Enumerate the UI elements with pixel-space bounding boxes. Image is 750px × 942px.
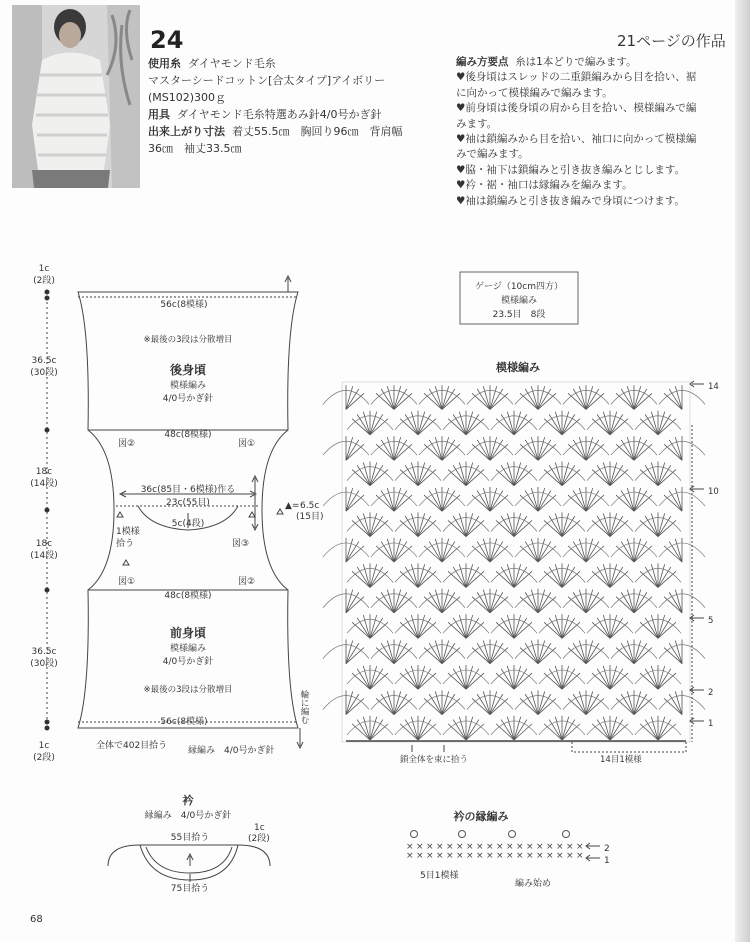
pattern-number: 24 xyxy=(150,26,184,54)
collar-1c: 1c xyxy=(254,823,265,833)
edge-stitch-mark: × xyxy=(566,842,574,852)
dim-18-top: 18c xyxy=(35,467,53,477)
instruction-line: ♥前身頃は後身頃の肩から目を拾い、模様編みで編 xyxy=(456,102,697,115)
edge-stitch-mark: × xyxy=(526,842,534,852)
yarn-label: 使用糸 xyxy=(148,57,181,70)
row-10: 10 xyxy=(708,487,719,497)
dim-365-bot: 36.5c xyxy=(31,647,57,657)
collar-2: (2段) xyxy=(248,834,270,844)
edge-stitch-mark: × xyxy=(476,842,484,852)
edge-stitch-mark: × xyxy=(536,851,544,861)
collar-top: 55目拾う xyxy=(170,833,210,843)
size-value-2: 36㎝ 袖丈33.5㎝ xyxy=(148,142,242,155)
tools-label: 用具 xyxy=(148,108,170,121)
fig3-label: 図③ xyxy=(232,539,250,549)
collar-edge-title: 衿の縁編み xyxy=(453,810,509,823)
edge-stitch-mark: × xyxy=(546,851,554,861)
edge-stitch-mark: × xyxy=(546,842,554,852)
width-bottom: 56c(8模様) xyxy=(160,717,208,727)
edge-stitch-mark: × xyxy=(436,842,444,852)
shoulder-drop-rows: (15目) xyxy=(296,512,324,522)
tools-value: ダイヤモンド毛糸特選あみ針4/0号かぎ針 xyxy=(177,108,382,121)
gauge-pattern: 模様編み xyxy=(500,296,538,306)
dim-1c-top: 1c xyxy=(38,264,50,274)
yarn-brand: ダイヤモンド毛糸 xyxy=(188,57,276,70)
dim-14-top: (14段) xyxy=(30,479,58,489)
reference-page: 21ページの作品 xyxy=(617,32,726,50)
collar-outline xyxy=(108,845,270,882)
front-pattern: 模様編み xyxy=(169,644,207,654)
front-hook: 4/0号かぎ針 xyxy=(162,657,214,667)
neck-depth: 5c(4段) xyxy=(171,519,205,529)
triangle-marker: ▲= xyxy=(285,501,300,511)
edge-stitch-mark: × xyxy=(516,842,524,852)
back-title: 後身頃 xyxy=(169,363,207,377)
edge-stitch-mark: × xyxy=(416,842,424,852)
instruction-line: ♥後身頃はスレッドの二重鎖編みから目を拾い、裾 xyxy=(456,71,697,84)
page-footer-number: 68 xyxy=(30,914,43,925)
edge-stitch-mark: × xyxy=(406,842,414,852)
edge-stitch-mark: × xyxy=(406,851,414,861)
row-2: 2 xyxy=(708,688,714,698)
edge-stitch-mark: × xyxy=(506,851,514,861)
chart-bottom-left: 鎖全体を束に拾う xyxy=(400,755,469,765)
row-5: 5 xyxy=(708,616,714,626)
dim-18-bot: 18c xyxy=(35,539,53,549)
instruction-line: ♥袖は鎖編みから目を拾い、袖口に向かって模様編 xyxy=(456,133,697,146)
edge-stitch-mark: × xyxy=(466,851,474,861)
fig2-label: 図② xyxy=(118,439,136,449)
instruction-line: みます。 xyxy=(456,117,498,130)
neck-width-2: 23c(55目) xyxy=(166,498,210,508)
back-note: ※最後の3段は分散増目 xyxy=(143,335,233,345)
back-pattern: 模様編み xyxy=(169,381,207,391)
yarn-name: マスターシードコットン[合太タイプ]アイボリー xyxy=(148,74,386,87)
instruction-line: に向かって模様編みで編みます。 xyxy=(456,86,613,99)
stitch-chart xyxy=(323,382,705,742)
front-title: 前身頃 xyxy=(169,626,207,640)
front-note: ※最後の3段は分散増目 xyxy=(143,685,233,695)
edge-stitch-mark: × xyxy=(486,851,494,861)
yarn-amount: (MS102)300ｇ xyxy=(148,91,227,104)
back-hook: 4/0号かぎ針 xyxy=(162,394,214,404)
pick-pattern: 1模様 xyxy=(116,527,140,537)
edge-stitch-mark: × xyxy=(466,842,474,852)
instruction-line: みで編みます。 xyxy=(456,148,529,161)
edge-stitch-mark: × xyxy=(426,851,434,861)
row-14: 14 xyxy=(708,382,719,392)
edge-stitch-mark: × xyxy=(486,842,494,852)
edge-stitch-mark: × xyxy=(436,851,444,861)
picot-mark xyxy=(459,831,466,838)
edge-stitch-mark: × xyxy=(446,851,454,861)
stitch-chart-title: 模様編み xyxy=(496,361,540,374)
width-mid-front: 48c(8模様) xyxy=(164,591,212,601)
edge-stitch-mark: × xyxy=(516,851,524,861)
chart-bottom-right: 14目1模様 xyxy=(600,755,642,765)
dim-2-bot: (2段) xyxy=(33,753,55,763)
collar-sub: 縁編み 4/0号かぎ針 xyxy=(144,811,232,821)
neck-width: 36c(85目・6模様)作る xyxy=(140,485,236,495)
round-label: 輪に編む xyxy=(299,690,309,724)
edge-stitch-mark: × xyxy=(456,851,464,861)
edge-repeat: 5目1模様 xyxy=(420,871,459,881)
edge-stitch-mark: × xyxy=(496,842,504,852)
edge-stitch-mark: × xyxy=(556,842,564,852)
width-top: 56c(8模様) xyxy=(160,300,208,310)
width-mid-back: 48c(8模様) xyxy=(164,430,212,440)
edge-stitch-mark: × xyxy=(536,842,544,852)
picot-mark xyxy=(411,831,418,838)
row-1: 1 xyxy=(708,719,714,729)
edge-stitch-mark: × xyxy=(456,842,464,852)
edge-stitch-mark: × xyxy=(566,851,574,861)
instruction-line: ♥衿・裾・袖口は縁編みを編みます。 xyxy=(456,179,633,192)
edge-row-1: 1 xyxy=(604,856,610,866)
edge-stitch-mark: × xyxy=(496,851,504,861)
pick-label: 拾う xyxy=(116,539,135,549)
edge-stitch-mark: × xyxy=(476,851,484,861)
dim-14-bot: (14段) xyxy=(30,551,58,561)
shoulder-drop: 6.5c xyxy=(300,501,320,511)
collar-bottom: 75目拾う xyxy=(170,884,210,894)
points-intro: 糸は1本どりで編みます。 xyxy=(515,56,637,68)
gauge-box xyxy=(460,272,578,324)
fig1-label-front: 図① xyxy=(118,577,136,587)
instruction-line: ♥袖は鎖編みと引き抜き編みで身頃につけます。 xyxy=(456,194,685,207)
edge-row-2: 2 xyxy=(604,844,610,854)
dim-30-top: (30段) xyxy=(30,368,58,378)
edge-start: 編み始め xyxy=(515,879,552,889)
edge-stitch-mark: × xyxy=(556,851,564,861)
dim-2-top: (2段) xyxy=(33,276,55,286)
edge-row-arrows xyxy=(586,843,600,861)
edge-stitch-mark: × xyxy=(576,851,584,861)
fig1-label: 図① xyxy=(238,439,256,449)
points-label: 編み方要点 xyxy=(456,56,509,68)
dim-365-top: 36.5c xyxy=(31,356,57,366)
edge-stitch-mark: × xyxy=(426,842,434,852)
page-spine-shadow xyxy=(735,0,750,942)
dim-1c-bot: 1c xyxy=(38,741,50,751)
gauge-title: ゲージ（10cm四方） xyxy=(475,282,563,292)
size-value: 着丈55.5㎝ 胸回り96㎝ 背肩幅 xyxy=(232,125,403,138)
picot-mark xyxy=(509,831,516,838)
edge-stitch-mark: × xyxy=(416,851,424,861)
picot-mark xyxy=(563,831,570,838)
edge-stitch-mark: × xyxy=(506,842,514,852)
collar-edge-chart xyxy=(406,831,600,862)
size-label: 出来上がり寸法 xyxy=(148,125,225,138)
gauge-count: 23.5目 8段 xyxy=(492,310,546,320)
fig2-label-front: 図② xyxy=(238,577,256,587)
dim-30-bot: (30段) xyxy=(30,659,58,669)
edge-stitch-mark: × xyxy=(526,851,534,861)
edge-stitch-mark: × xyxy=(576,842,584,852)
collar-title: 衿 xyxy=(182,794,194,807)
bottom-pick: 全体で402目拾う xyxy=(96,741,168,751)
instruction-line: ♥脇・袖下は鎖編みと引き抜き編みとじします。 xyxy=(456,163,686,176)
edge-stitch-mark: × xyxy=(446,842,454,852)
edge-label: 縁編み 4/0号かぎ針 xyxy=(188,746,275,756)
